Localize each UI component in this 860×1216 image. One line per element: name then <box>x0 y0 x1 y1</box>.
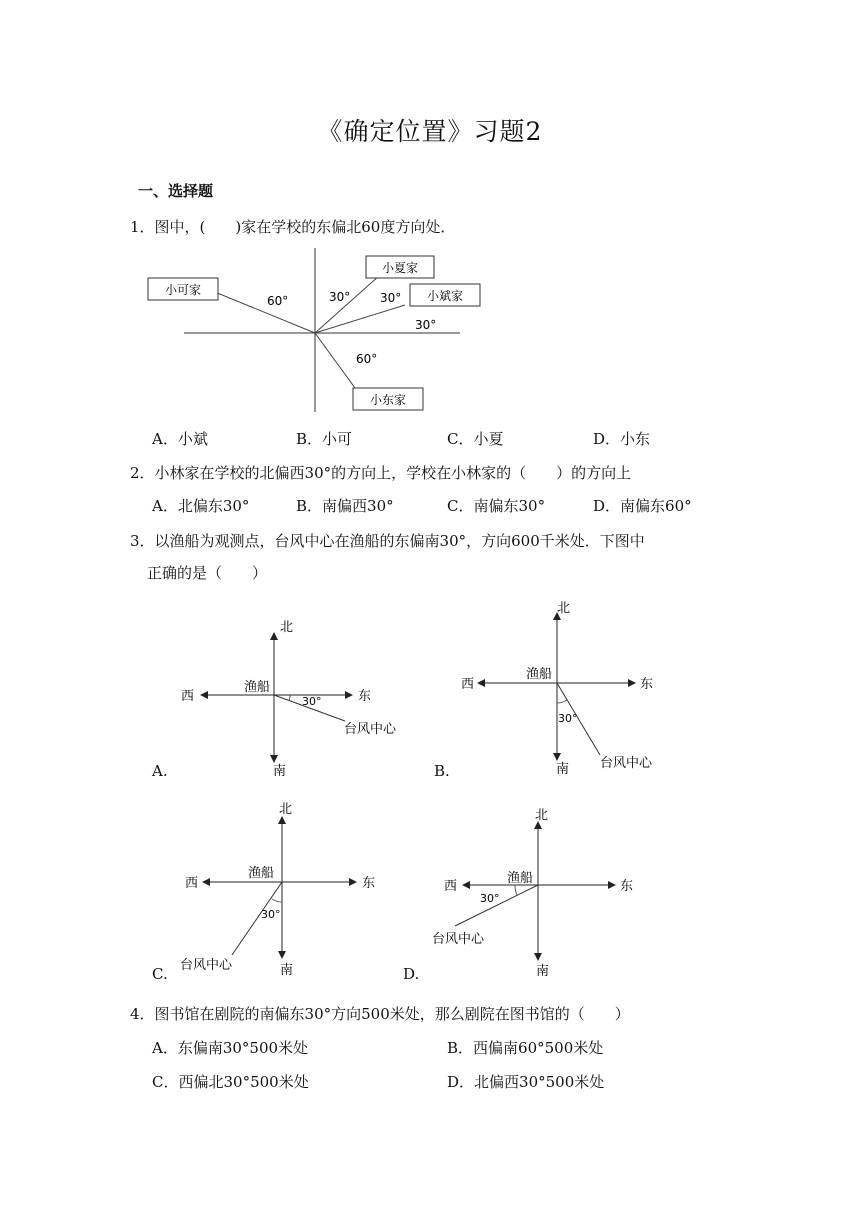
a-north: 北 <box>280 620 294 635</box>
angle-ke: 60° <box>267 294 289 308</box>
angle-xia: 30° <box>329 290 351 304</box>
q3-diagram-d <box>432 808 633 979</box>
label-xiaoke: 小可家 <box>164 283 202 297</box>
q1-diagram <box>140 240 500 415</box>
q1-option-d[interactable]: D．小东 <box>593 430 651 448</box>
q3-option-d[interactable]: D. <box>403 965 420 983</box>
label-box-xiaobin <box>410 284 480 306</box>
a-east: 东 <box>358 689 372 704</box>
b-south: 南 <box>556 762 570 777</box>
q3-diagrams <box>0 590 860 990</box>
b-west: 西 <box>461 677 475 692</box>
angle-dong: 60° <box>356 352 378 366</box>
label-xiaoxia: 小夏家 <box>381 261 419 275</box>
d-west: 西 <box>444 879 458 894</box>
q3-option-b[interactable]: B. <box>434 762 450 780</box>
a-south: 南 <box>273 764 287 779</box>
label-xiaobin: 小斌家 <box>426 289 464 303</box>
question-1-text: 1．图中，( )家在学校的东偏北60度方向处． <box>130 218 456 236</box>
q3-diagram-b <box>461 601 653 777</box>
label-box-xiaoxia <box>366 256 434 278</box>
q4-option-d[interactable]: D．北偏西30°500米处 <box>447 1073 605 1091</box>
q4-option-b[interactable]: B．西偏南60°500米处 <box>447 1039 604 1057</box>
c-boat: 渔船 <box>248 866 275 881</box>
q3-option-c[interactable]: C. <box>152 965 168 983</box>
a-angle: 30° <box>302 695 322 708</box>
d-north: 北 <box>535 808 549 823</box>
q3-diagram-a <box>181 620 397 779</box>
question-3-text-line1: 3．以渔船为观测点，台风中心在渔船的东偏南30°，方向600千米处．下图中 <box>130 532 645 550</box>
c-typhoon: 台风中心 <box>180 958 233 973</box>
a-typhoon: 台风中心 <box>344 722 397 737</box>
d-angle: 30° <box>480 892 500 905</box>
angle-x: 30° <box>415 318 437 332</box>
d-south: 南 <box>536 964 550 979</box>
q3-diagram-c <box>180 802 375 978</box>
c-south: 南 <box>280 963 294 978</box>
c-north: 北 <box>279 802 293 817</box>
q1-option-c[interactable]: C．小夏 <box>447 430 504 448</box>
label-box-xiaodong <box>353 388 423 410</box>
d-typhoon: 台风中心 <box>432 932 485 947</box>
d-east: 东 <box>620 879 634 894</box>
b-boat: 渔船 <box>526 667 553 682</box>
label-xiaodong: 小东家 <box>369 393 407 407</box>
c-east: 东 <box>362 876 376 891</box>
q2-option-d[interactable]: D．南偏东60° <box>593 497 692 515</box>
q2-option-a[interactable]: A．北偏东30° <box>152 497 250 515</box>
a-west: 西 <box>181 689 195 704</box>
b-typhoon: 台风中心 <box>600 756 653 771</box>
q3-option-a[interactable]: A. <box>152 762 168 780</box>
question-2-text: 2．小林家在学校的北偏西30°的方向上，学校在小林家的（ ）的方向上 <box>130 464 632 482</box>
label-box-xiaoke <box>148 278 218 300</box>
q1-option-b[interactable]: B．小可 <box>296 430 353 448</box>
b-east: 东 <box>640 677 654 692</box>
angle-bin: 30° <box>380 291 402 305</box>
question-3-text-line2: 正确的是（ ） <box>147 564 268 582</box>
d-boat: 渔船 <box>507 871 534 886</box>
q4-option-c[interactable]: C．西偏北30°500米处 <box>152 1073 309 1091</box>
c-angle: 30° <box>261 908 281 921</box>
q4-option-a[interactable]: A．东偏南30°500米处 <box>152 1039 309 1057</box>
page-title: 《确定位置》习题2 <box>317 117 543 146</box>
q2-option-b[interactable]: B．南偏西30° <box>296 497 394 515</box>
b-angle: 30° <box>558 712 578 725</box>
section-heading: 一、选择题 <box>138 182 214 200</box>
a-boat: 渔船 <box>244 680 271 695</box>
q1-option-a[interactable]: A．小斌 <box>152 430 208 448</box>
b-north: 北 <box>557 601 571 616</box>
c-west: 西 <box>185 876 199 891</box>
q2-option-c[interactable]: C．南偏东30° <box>447 497 546 515</box>
question-4-text: 4．图书馆在剧院的南偏东30°方向500米处，那么剧院在图书馆的（ ） <box>130 1005 630 1023</box>
